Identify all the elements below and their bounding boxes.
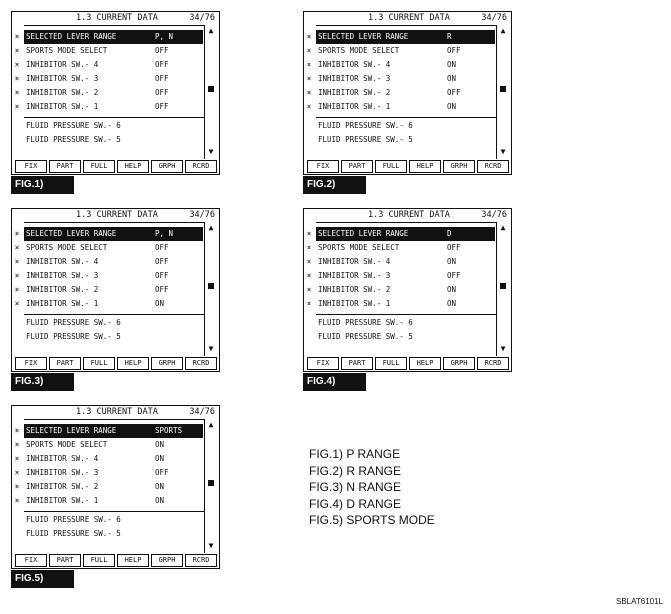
screen-title: 1.3 CURRENT DATA (368, 13, 450, 23)
data-row-sports[interactable] (14, 44, 210, 58)
row-value: OFF (155, 468, 169, 477)
row-value: ON (447, 60, 457, 69)
data-list (14, 25, 205, 159)
row-label: SPORTS MODE SELECT (318, 46, 400, 55)
selection-marker: × (306, 60, 312, 69)
row-value: OFF (155, 60, 169, 69)
row-value: P, N (155, 229, 174, 238)
data-row-inh4[interactable] (14, 452, 210, 466)
part-button[interactable]: PART (49, 160, 81, 173)
selection-marker: × (306, 257, 312, 266)
data-list (306, 25, 497, 159)
data-list (14, 419, 205, 553)
row-label: SPORTS MODE SELECT (26, 46, 108, 55)
row-value: ON (447, 285, 457, 294)
row-value: ON (447, 102, 457, 111)
help-button[interactable]: HELP (117, 160, 149, 173)
scan-tool-screen (11, 11, 220, 175)
function-key-bar (304, 160, 511, 173)
row-label: FLUID PRESSURE SW.- 6 (318, 318, 413, 327)
selection-marker: × (306, 229, 312, 238)
data-row-inh1[interactable] (306, 297, 502, 311)
figure-label: FIG.1) (11, 176, 74, 194)
row-label: INHIBITOR SW.- 1 (318, 102, 391, 111)
data-row-inh4[interactable] (306, 255, 502, 269)
data-row-inh3[interactable] (306, 269, 502, 283)
selection-marker: × (14, 60, 20, 69)
function-key-bar (12, 160, 219, 173)
scan-tool-screen (303, 208, 512, 372)
divider (24, 314, 204, 315)
selection-marker: × (14, 285, 20, 294)
row-label: SPORTS MODE SELECT (318, 243, 400, 252)
data-row-fp6[interactable] (24, 119, 210, 133)
row-value: OFF (155, 102, 169, 111)
figure-legend (309, 446, 435, 529)
row-label: FLUID PRESSURE SW.- 5 (26, 135, 121, 144)
fix-button[interactable]: FIX (15, 357, 47, 370)
legend-item: FIG.4) D RANGE (309, 496, 402, 511)
help-button[interactable]: HELP (409, 160, 441, 173)
data-row-sports[interactable] (306, 44, 502, 58)
selection-marker: × (306, 32, 312, 41)
row-label: INHIBITOR SW.- 4 (318, 257, 391, 266)
divider (316, 117, 496, 118)
scroll-up-icon[interactable]: ▲ (500, 26, 506, 35)
scroll-up-icon[interactable]: ▲ (500, 223, 506, 232)
data-row-inh2[interactable] (14, 283, 210, 297)
selection-marker: × (14, 243, 20, 252)
scroll-thumb[interactable] (500, 283, 506, 289)
row-label: INHIBITOR SW.- 3 (318, 271, 391, 280)
row-label: SELECTED LEVER RANGE (26, 229, 117, 238)
row-label: SELECTED LEVER RANGE (318, 229, 409, 238)
part-button[interactable]: PART (49, 357, 81, 370)
figure-label: FIG.3) (11, 373, 74, 391)
row-label: SELECTED LEVER RANGE (26, 426, 117, 435)
row-label: INHIBITOR SW.- 3 (318, 74, 391, 83)
row-label: FLUID PRESSURE SW.- 5 (318, 332, 413, 341)
part-button[interactable]: PART (49, 554, 81, 567)
row-label: SELECTED LEVER RANGE (26, 32, 117, 41)
row-value: OFF (447, 243, 461, 252)
data-row-fp5[interactable] (24, 527, 210, 541)
screen-header (304, 12, 511, 25)
row-value: R (447, 32, 452, 41)
scrollbar[interactable] (498, 222, 508, 355)
selection-marker: × (14, 32, 20, 41)
data-row-lever[interactable] (14, 227, 203, 241)
row-label: INHIBITOR SW.- 2 (26, 285, 99, 294)
full-button[interactable]: FULL (83, 160, 115, 173)
scroll-up-icon[interactable]: ▲ (208, 223, 214, 232)
selection-marker: × (306, 88, 312, 97)
row-label: INHIBITOR SW.- 2 (26, 88, 99, 97)
row-label: INHIBITOR SW.- 1 (318, 299, 391, 308)
row-value: ON (155, 299, 165, 308)
row-value: OFF (447, 271, 461, 280)
data-row-fp5[interactable] (316, 133, 502, 147)
help-button[interactable]: HELP (117, 554, 149, 567)
row-label: INHIBITOR SW.- 4 (26, 257, 99, 266)
selection-marker: × (14, 74, 20, 83)
divider (24, 117, 204, 118)
data-row-inh1[interactable] (14, 297, 210, 311)
rcrd-button[interactable]: RCRD (185, 160, 217, 173)
screen-header (12, 406, 219, 419)
data-row-inh2[interactable] (14, 86, 210, 100)
function-key-bar (12, 554, 219, 567)
data-row-sports[interactable] (14, 241, 210, 255)
selection-marker: × (14, 257, 20, 266)
full-button[interactable]: FULL (375, 160, 407, 173)
screen-header (12, 209, 219, 222)
row-value: ON (447, 74, 457, 83)
row-label: INHIBITOR SW.- 2 (26, 482, 99, 491)
row-label: INHIBITOR SW.- 3 (26, 271, 99, 280)
scroll-thumb[interactable] (208, 86, 214, 92)
screen-title: 1.3 CURRENT DATA (76, 407, 158, 417)
data-row-fp6[interactable] (316, 119, 502, 133)
scroll-down-icon[interactable]: ▼ (208, 147, 214, 156)
rcrd-button[interactable]: RCRD (477, 160, 509, 173)
selection-marker: × (306, 102, 312, 111)
selection-marker: × (14, 482, 20, 491)
data-row-inh1[interactable] (14, 494, 210, 508)
row-label: FLUID PRESSURE SW.- 6 (26, 121, 121, 130)
image-code: SBLAT6101L (616, 597, 663, 606)
selection-marker: × (14, 229, 20, 238)
legend-item: FIG.2) R RANGE (309, 463, 402, 478)
row-label: FLUID PRESSURE SW.- 6 (26, 515, 121, 524)
row-label: INHIBITOR SW.- 1 (26, 299, 99, 308)
row-value: ON (447, 257, 457, 266)
screen-title: 1.3 CURRENT DATA (76, 210, 158, 220)
data-row-sports[interactable] (14, 438, 210, 452)
selection-marker: × (14, 102, 20, 111)
scroll-thumb[interactable] (500, 86, 506, 92)
row-label: INHIBITOR SW.- 4 (26, 60, 99, 69)
row-value: OFF (155, 257, 169, 266)
legend-item: FIG.3) N RANGE (309, 480, 402, 494)
scroll-up-icon[interactable]: ▲ (208, 26, 214, 35)
row-value: ON (155, 440, 165, 449)
screen-title: 1.3 CURRENT DATA (368, 210, 450, 220)
function-key-bar (304, 357, 511, 370)
data-row-fp5[interactable] (316, 330, 502, 344)
selection-marker: × (14, 271, 20, 280)
data-row-inh3[interactable] (14, 72, 210, 86)
scroll-down-icon[interactable]: ▼ (208, 344, 214, 353)
row-value: OFF (447, 46, 461, 55)
data-row-fp5[interactable] (24, 133, 210, 147)
figure-label: FIG.5) (11, 570, 74, 588)
grph-button[interactable]: GRPH (151, 160, 183, 173)
scan-tool-screen (303, 11, 512, 175)
row-label: INHIBITOR SW.- 2 (318, 88, 391, 97)
page-indicator: 34/76 (481, 210, 507, 220)
selection-marker: × (14, 440, 20, 449)
row-label: FLUID PRESSURE SW.- 5 (26, 332, 121, 341)
scroll-thumb[interactable] (208, 480, 214, 486)
page-indicator: 34/76 (189, 407, 215, 417)
row-value: OFF (447, 88, 461, 97)
data-row-inh4[interactable] (306, 58, 502, 72)
row-value: ON (155, 454, 165, 463)
figure-label: FIG.2) (303, 176, 366, 194)
selection-marker: × (306, 285, 312, 294)
scroll-up-icon[interactable]: ▲ (208, 420, 214, 429)
row-label: INHIBITOR SW.- 1 (26, 496, 99, 505)
row-label: INHIBITOR SW.- 4 (26, 454, 99, 463)
scan-tool-screen (11, 405, 220, 569)
page-indicator: 34/76 (189, 210, 215, 220)
data-row-inh3[interactable] (14, 466, 210, 480)
row-label: INHIBITOR SW.- 3 (26, 74, 99, 83)
data-row-inh1[interactable] (306, 100, 502, 114)
figure-label: FIG.4) (303, 373, 366, 391)
data-row-inh1[interactable] (14, 100, 210, 114)
grph-button[interactable]: GRPH (443, 357, 475, 370)
row-value: ON (155, 496, 165, 505)
fix-button[interactable]: FIX (307, 357, 339, 370)
scroll-down-icon[interactable]: ▼ (500, 147, 506, 156)
rcrd-button[interactable]: RCRD (477, 357, 509, 370)
screen-header (12, 12, 219, 25)
row-label: FLUID PRESSURE SW.- 5 (318, 135, 413, 144)
screen-header (304, 209, 511, 222)
data-list (14, 222, 205, 356)
selection-marker: × (306, 271, 312, 280)
fix-button[interactable]: FIX (15, 160, 47, 173)
row-value: OFF (155, 74, 169, 83)
selection-marker: × (14, 454, 20, 463)
function-key-bar (12, 357, 219, 370)
part-button[interactable]: PART (341, 160, 373, 173)
data-list (306, 222, 497, 356)
help-button[interactable]: HELP (117, 357, 149, 370)
scrollbar[interactable] (206, 419, 216, 552)
data-row-fp6[interactable] (316, 316, 502, 330)
row-label: FLUID PRESSURE SW.- 6 (26, 318, 121, 327)
row-value: ON (447, 299, 457, 308)
fix-button[interactable]: FIX (15, 554, 47, 567)
divider (24, 511, 204, 512)
divider (316, 314, 496, 315)
scan-tool-screen (11, 208, 220, 372)
row-value: OFF (155, 46, 169, 55)
row-label: SPORTS MODE SELECT (26, 243, 108, 252)
row-label: INHIBITOR SW.- 1 (26, 102, 99, 111)
data-row-sports[interactable] (306, 241, 502, 255)
selection-marker: × (14, 299, 20, 308)
page-indicator: 34/76 (189, 13, 215, 23)
scroll-down-icon[interactable]: ▼ (208, 541, 214, 550)
row-value: SPORTS (155, 426, 183, 435)
fix-button[interactable]: FIX (307, 160, 339, 173)
row-value: OFF (155, 285, 169, 294)
grph-button[interactable]: GRPH (151, 554, 183, 567)
data-row-inh3[interactable] (306, 72, 502, 86)
rcrd-button[interactable]: RCRD (185, 554, 217, 567)
row-value: ON (155, 482, 165, 491)
data-row-fp6[interactable] (24, 513, 210, 527)
data-row-lever[interactable] (14, 30, 203, 44)
row-label: FLUID PRESSURE SW.- 5 (26, 529, 121, 538)
help-button[interactable]: HELP (409, 357, 441, 370)
selection-marker: × (306, 74, 312, 83)
scrollbar[interactable] (498, 25, 508, 158)
screen-title: 1.3 CURRENT DATA (76, 13, 158, 23)
scrollbar[interactable] (206, 25, 216, 158)
scroll-down-icon[interactable]: ▼ (500, 344, 506, 353)
full-button[interactable]: FULL (375, 357, 407, 370)
data-row-fp5[interactable] (24, 330, 210, 344)
data-row-inh2[interactable] (306, 283, 502, 297)
data-row-inh4[interactable] (14, 255, 210, 269)
legend-item: FIG.5) SPORTS MODE (309, 513, 435, 527)
data-row-lever[interactable] (14, 424, 203, 438)
row-label: SELECTED LEVER RANGE (318, 32, 409, 41)
full-button[interactable]: FULL (83, 554, 115, 567)
selection-marker: × (14, 88, 20, 97)
row-label: INHIBITOR SW.- 4 (318, 60, 391, 69)
row-value: P, N (155, 32, 174, 41)
selection-marker: × (306, 46, 312, 55)
row-value: OFF (155, 88, 169, 97)
data-row-lever[interactable] (306, 227, 495, 241)
data-row-inh2[interactable] (306, 86, 502, 100)
row-value: D (447, 229, 452, 238)
scrollbar[interactable] (206, 222, 216, 355)
selection-marker: × (14, 46, 20, 55)
selection-marker: × (14, 496, 20, 505)
row-label: FLUID PRESSURE SW.- 6 (318, 121, 413, 130)
data-row-lever[interactable] (306, 30, 495, 44)
selection-marker: × (306, 243, 312, 252)
selection-marker: × (14, 468, 20, 477)
scroll-thumb[interactable] (208, 283, 214, 289)
part-button[interactable]: PART (341, 357, 373, 370)
legend-item: FIG.1) P RANGE (309, 447, 401, 461)
data-row-fp6[interactable] (24, 316, 210, 330)
grph-button[interactable]: GRPH (151, 357, 183, 370)
grph-button[interactable]: GRPH (443, 160, 475, 173)
page-indicator: 34/76 (481, 13, 507, 23)
row-label: SPORTS MODE SELECT (26, 440, 108, 449)
data-row-inh4[interactable] (14, 58, 210, 72)
row-label: INHIBITOR SW.- 2 (318, 285, 391, 294)
selection-marker: × (14, 426, 20, 435)
selection-marker: × (306, 299, 312, 308)
full-button[interactable]: FULL (83, 357, 115, 370)
data-row-inh2[interactable] (14, 480, 210, 494)
row-value: OFF (155, 271, 169, 280)
rcrd-button[interactable]: RCRD (185, 357, 217, 370)
row-label: INHIBITOR SW.- 3 (26, 468, 99, 477)
row-value: OFF (155, 243, 169, 252)
data-row-inh3[interactable] (14, 269, 210, 283)
